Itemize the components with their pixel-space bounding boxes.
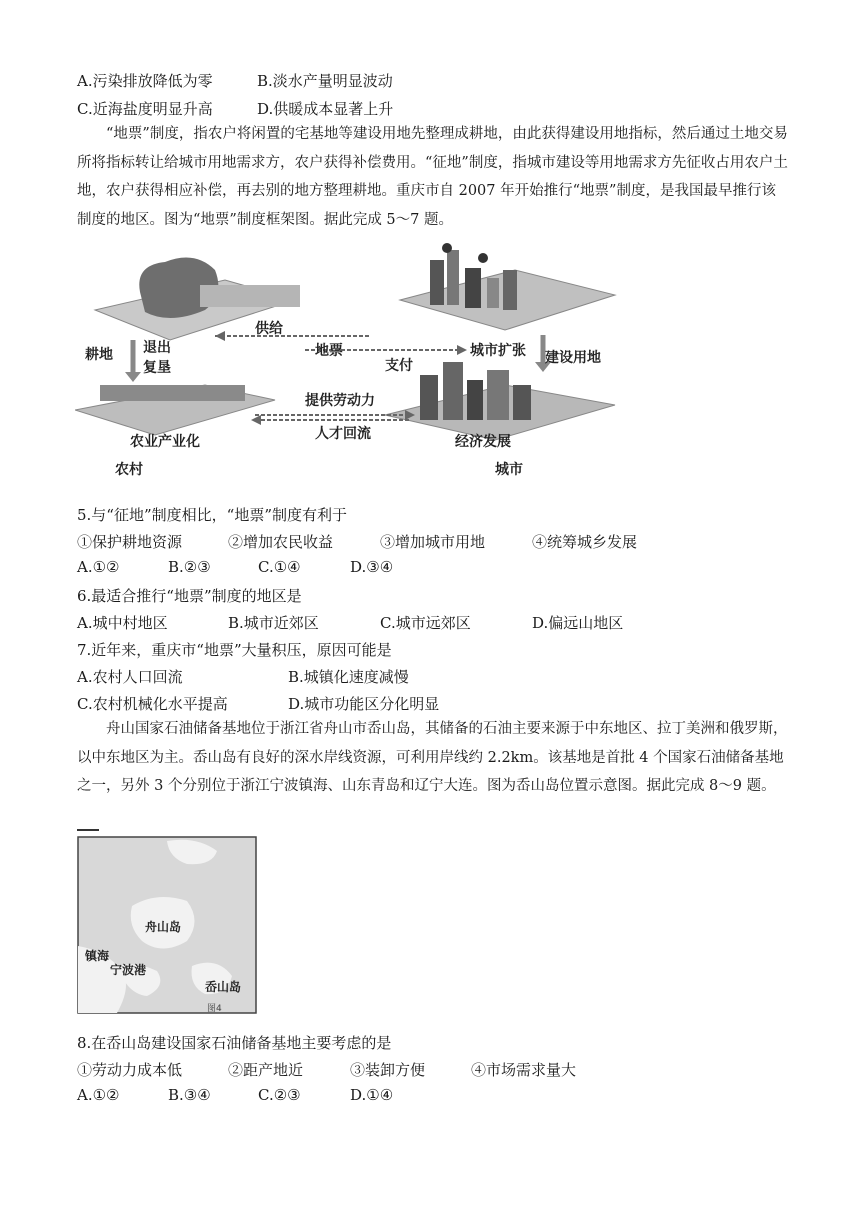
q6-option-b: B.城市近郊区 [228,614,319,632]
q5-item-1: ①保护耕地资源 [77,533,183,551]
label-city-expand: 城市扩张 [470,343,526,359]
q6-option-c: C.城市远郊区 [380,614,471,632]
q8-option-a: A.①② [77,1086,120,1104]
village-banner [200,285,300,307]
building-6 [420,375,438,420]
q5-item-4: ④统筹城乡发展 [532,533,638,551]
option-a-prev: A.污染排放降低为零 [77,72,213,90]
q8-option-c: C.②③ [258,1086,301,1104]
map-caption: 图4 [207,1004,222,1014]
building-4 [487,278,499,308]
aoshan-location-map [77,836,257,1014]
q5-option-d: D.③④ [350,558,394,576]
label-land-ticket: 地票 [315,343,343,359]
map-label-ningbo: 宁波港 [110,963,147,977]
label-construction-land: 建设用地 [545,350,601,366]
building-7 [443,362,463,420]
building-9 [487,370,509,420]
q8-stem: 8.在岙山岛建设国家石油储备基地主要考虑的是 [77,1034,392,1052]
q6-option-d: D.偏远山地区 [532,614,624,632]
label-rural: 农村 [115,462,143,478]
crop-rows [100,385,245,401]
q8-option-b: B.③④ [168,1086,211,1104]
label-labor: 提供劳动力 [305,393,375,409]
helicopter-icon [442,243,452,253]
label-agri: 农业产业化 [130,434,200,450]
label-withdraw-2: 复垦 [143,360,171,376]
building-5 [503,270,517,310]
q7-stem: 7.近年来，重庆市“地票”大量积压，原因可能是 [77,641,392,659]
helicopter-icon-2 [478,253,488,263]
option-d-prev: D.供暖成本显著上升 [257,100,394,118]
q7-option-b: B.城镇化速度减慢 [288,668,409,686]
building-2 [447,250,459,305]
building-8 [467,380,483,420]
map-marker-line [77,829,99,831]
option-c-prev: C.近海盐度明显升高 [77,100,213,118]
map-label-aoshan: 岙山岛 [205,980,242,994]
q5-option-c: C.①④ [258,558,301,576]
q7-option-c: C.农村机械化水平提高 [77,695,228,713]
map-label-zhenhai: 镇海 [85,949,110,963]
q6-stem: 6.最适合推行“地票”制度的地区是 [77,587,302,605]
building-1 [430,260,444,305]
q8-item-2: ②距产地近 [228,1061,304,1079]
building-10 [513,385,531,420]
q5-stem: 5.与“征地”制度相比，“地票”制度有利于 [77,506,347,524]
land-ticket-framework-diagram [75,240,635,488]
label-talent: 人才回流 [315,426,371,442]
passage-oil-reserve: 舟山国家石油储备基地位于浙江省舟山市岙山岛，其储备的石油主要来源于中东地区、拉丁美洲和俄罗斯，以中东地区为主。岙山岛有良好的深水岸线资源，可利用岸线约 2.2km。该基地是首批 4 个国家石油储备基地之一，另外 3 个分别位于浙江宁波镇海、山东青岛和辽宁大连。图为岙山岛位置示意图。据此完成 8～9 题。 [77,721,788,794]
q5-option-b: B.②③ [168,558,211,576]
label-city: 城市 [495,462,523,478]
q7-option-a: A.农村人口回流 [77,668,183,686]
q7-option-d: D.城市功能区分化明显 [288,695,440,713]
q5-option-a: A.①② [77,558,120,576]
label-economy: 经济发展 [455,434,511,450]
passage-land-ticket: “地票”制度，指农户将闲置的宅基地等建设用地先整理成耕地，由此获得建设用地指标，然后通过土地交易所将指标转让给城市用地需求方，农户获得补偿费用。“征地”制度，指城市建设等用地需求方先征收占用农户土地，农户获得相应补偿，再去别的地方整理耕地。重庆市自 2007 年开始推行“地票”制度，是我国最早推行该制度的地区。图为“地票”制度框架图。据此完成 5～7 题。 [77,126,788,228]
q8-item-4: ④市场需求量大 [471,1061,577,1079]
q8-item-1: ①劳动力成本低 [77,1061,183,1079]
label-cultivated: 耕地 [85,347,113,363]
q8-option-d: D.①④ [350,1086,394,1104]
q6-option-a: A.城中村地区 [77,614,168,632]
label-pay: 支付 [385,358,413,374]
q5-item-2: ②增加农民收益 [228,533,334,551]
option-b-prev: B.淡水产量明显波动 [257,72,393,90]
label-withdraw-1: 退出 [143,340,171,356]
label-supply: 供给 [255,321,283,337]
q5-item-3: ③增加城市用地 [380,533,486,551]
map-label-zhoushan: 舟山岛 [145,920,182,934]
building-3 [465,268,481,308]
q8-item-3: ③装卸方便 [350,1061,426,1079]
